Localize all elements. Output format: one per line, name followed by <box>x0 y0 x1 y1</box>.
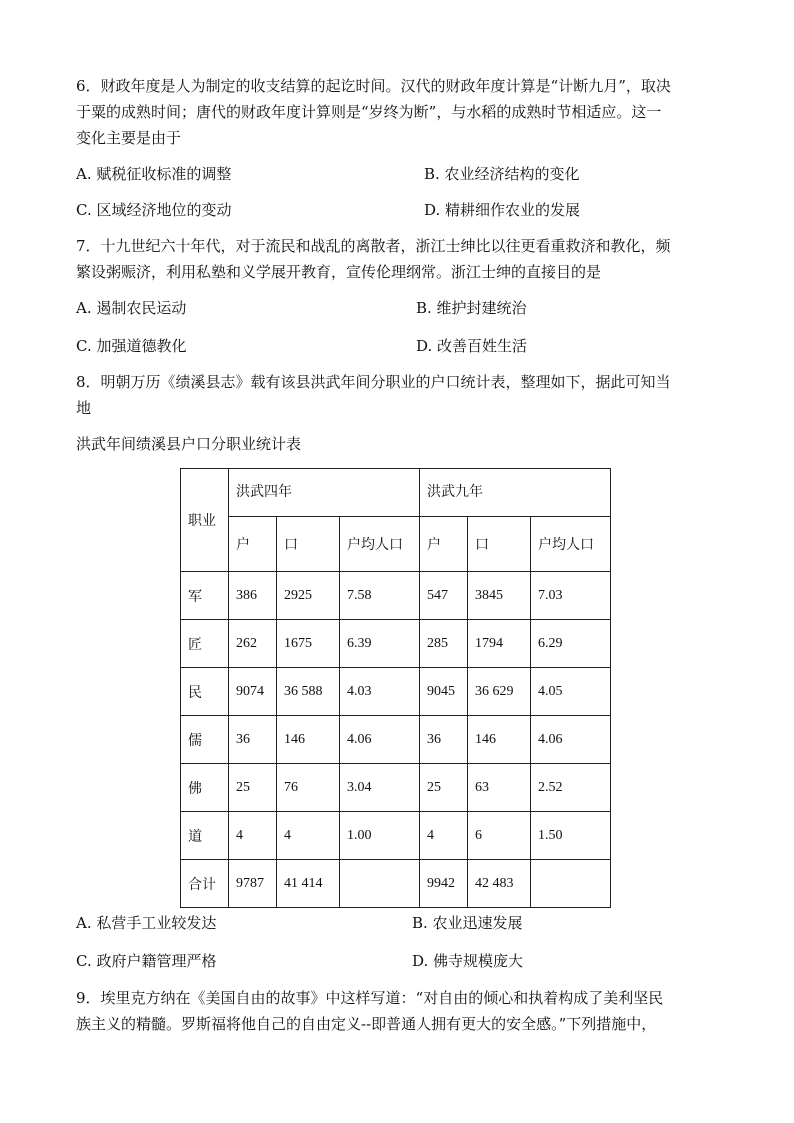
table-subheader-row <box>181 517 611 572</box>
table-cell: 1.00 <box>340 812 420 860</box>
q7-option-b: B. 维护封建统治 <box>416 299 527 317</box>
q8-option-d: D. 佛寺规模庞大 <box>412 952 524 970</box>
q8-option-c: C. 政府户籍管理严格 <box>76 952 217 970</box>
table-row <box>181 764 611 812</box>
table-cell: 4.06 <box>340 716 420 764</box>
table-cell: 1675 <box>277 620 340 668</box>
table-cell: 4.03 <box>340 668 420 716</box>
q6-stem-line-1: 6．财政年度是人为制定的收支结算的起讫时间。汉代的财政年度计算是“计断九月”，取决 <box>76 77 671 95</box>
table-cell: 4 <box>229 812 277 860</box>
q9-stem-line-1: 9．埃里克方纳在《美国自由的故事》中这样写道：“对自由的倾心和执着构成了美利坚民 <box>76 989 664 1007</box>
table-cell: 25 <box>229 764 277 812</box>
table-corner-header: 职业 <box>181 469 229 572</box>
header-hongwu-4: 洪武四年 <box>229 469 420 517</box>
table-cell: 146 <box>468 716 531 764</box>
q6-option-d: D. 精耕细作农业的发展 <box>424 201 581 219</box>
q6-stem-line-3: 变化主要是由于 <box>76 129 182 147</box>
q7-option-a: A. 遏制农民运动 <box>76 299 187 317</box>
table-cell <box>531 860 611 908</box>
table-row <box>181 668 611 716</box>
table-cell: 2925 <box>277 572 340 620</box>
q6-stem-line-2: 于粟的成熟时间；唐代的财政年度计算则是“岁终为断”，与水稻的成熟时节相适应。这一 <box>76 103 662 121</box>
table-cell: 7.58 <box>340 572 420 620</box>
q7-stem-line-1: 7．十九世纪六十年代，对于流民和战乱的离散者，浙江士绅比以往更看重救济和教化，频 <box>76 237 671 255</box>
row-label: 道 <box>181 812 229 860</box>
row-label: 佛 <box>181 764 229 812</box>
table-cell: 386 <box>229 572 277 620</box>
subheader-households: 户 <box>229 517 277 572</box>
table-header-row <box>181 469 611 517</box>
q8-table-title: 洪武年间绩溪县户口分职业统计表 <box>76 435 302 453</box>
table-cell: 3.04 <box>340 764 420 812</box>
table-cell: 146 <box>277 716 340 764</box>
q7-stem-line-2: 繁设粥赈济，利用私塾和义学展开教育，宣传伦理纲常。浙江士绅的直接目的是 <box>76 263 602 281</box>
table-cell <box>340 860 420 908</box>
table-cell: 1.50 <box>531 812 611 860</box>
table-cell: 6.29 <box>531 620 611 668</box>
table-cell: 3845 <box>468 572 531 620</box>
table-row <box>181 620 611 668</box>
subheader-households: 户 <box>420 517 468 572</box>
table-cell: 36 <box>229 716 277 764</box>
table-cell: 36 <box>420 716 468 764</box>
q6-option-a: A. 赋税征收标准的调整 <box>76 165 232 183</box>
row-label: 儒 <box>181 716 229 764</box>
table-cell: 4 <box>277 812 340 860</box>
table-cell: 6.39 <box>340 620 420 668</box>
q6-option-c: C. 区域经济地位的变动 <box>76 201 232 219</box>
table-cell: 41 414 <box>277 860 340 908</box>
table-row <box>181 572 611 620</box>
subheader-avg-per-household: 户均人口 <box>531 517 611 572</box>
header-hongwu-9: 洪武九年 <box>420 469 611 517</box>
q8-stem-line-2: 地 <box>76 399 92 417</box>
table-cell: 36 629 <box>468 668 531 716</box>
table-cell: 9045 <box>420 668 468 716</box>
table-row-total <box>181 860 611 908</box>
q6-option-b: B. 农业经济结构的变化 <box>424 165 580 183</box>
table-cell: 36 588 <box>277 668 340 716</box>
table-cell: 547 <box>420 572 468 620</box>
q7-option-d: D. 改善百姓生活 <box>416 337 528 355</box>
q8-stem-line-1: 8．明朝万历《绩溪县志》载有该县洪武年间分职业的户口统计表，整理如下，据此可知当 <box>76 373 671 391</box>
q9-stem-line-2: 族主义的精髓。罗斯福将他自己的自由定义--即普通人拥有更大的安全感。”下列措施中， <box>76 1015 657 1033</box>
table-cell: 4.05 <box>531 668 611 716</box>
household-statistics-table <box>180 468 611 908</box>
table-cell: 63 <box>468 764 531 812</box>
table-cell: 9787 <box>229 860 277 908</box>
table-cell: 42 483 <box>468 860 531 908</box>
subheader-avg-per-household: 户均人口 <box>340 517 420 572</box>
table-cell: 1794 <box>468 620 531 668</box>
row-label: 合计 <box>181 860 229 908</box>
table-cell: 7.03 <box>531 572 611 620</box>
row-label: 民 <box>181 668 229 716</box>
row-label: 匠 <box>181 620 229 668</box>
table-cell: 4 <box>420 812 468 860</box>
table-cell: 2.52 <box>531 764 611 812</box>
table-cell: 4.06 <box>531 716 611 764</box>
q8-option-b: B. 农业迅速发展 <box>412 914 523 932</box>
subheader-population: 口 <box>277 517 340 572</box>
q7-option-c: C. 加强道德教化 <box>76 337 187 355</box>
table-cell: 6 <box>468 812 531 860</box>
row-label: 军 <box>181 572 229 620</box>
table-cell: 262 <box>229 620 277 668</box>
table-cell: 285 <box>420 620 468 668</box>
table-cell: 25 <box>420 764 468 812</box>
subheader-population: 口 <box>468 517 531 572</box>
table-row <box>181 812 611 860</box>
table-cell: 9942 <box>420 860 468 908</box>
table-body <box>181 572 611 908</box>
table-cell: 9074 <box>229 668 277 716</box>
q8-option-a: A. 私营手工业较发达 <box>76 914 217 932</box>
table-row <box>181 716 611 764</box>
table-cell: 76 <box>277 764 340 812</box>
